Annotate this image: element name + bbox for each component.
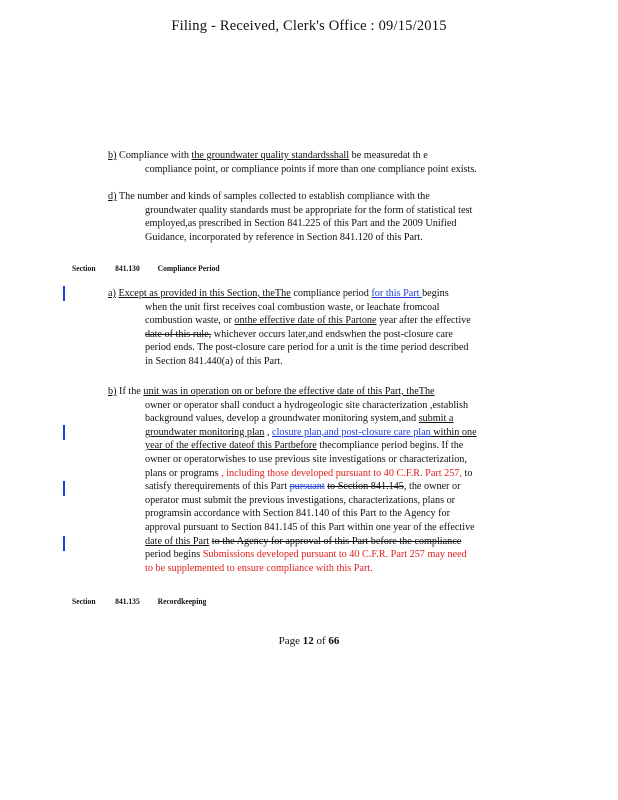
page-word: Page — [278, 635, 300, 647]
text-run: Guidance, incorporated by reference in Section 841.120 of this Part. — [145, 231, 423, 243]
text-line — [108, 548, 548, 562]
section-number: 841.135 — [115, 596, 140, 606]
section-label: Section — [72, 263, 96, 273]
text-run: plans or programs — [145, 467, 222, 479]
paragraph-d-samples — [108, 190, 548, 244]
text-line — [108, 467, 548, 481]
text-run: for this Part — [371, 288, 423, 299]
text-run: Submissions developed pursuant to 40 C.F.R. Part 257 may need — [202, 549, 467, 561]
revision-bar — [63, 286, 65, 301]
text-line — [108, 399, 548, 413]
text-run: to be supplemented to ensure compliance with this Part. — [145, 562, 373, 574]
text-run: period begins — [145, 549, 203, 561]
text-run: thecompliance period begins. If the — [316, 440, 464, 452]
paragraph-a-compliance-period — [108, 287, 548, 369]
text-run: year after the effective — [376, 315, 471, 327]
revision-bar — [63, 536, 65, 551]
text-run: year of the effective dateof this Partbefore — [145, 440, 317, 452]
text-run: owner or operatorwishes to use previous site investigations or characterization, — [145, 453, 467, 465]
text-line — [108, 507, 548, 521]
text-run: The number and kinds of samples collected to establish compliance with the — [118, 191, 430, 202]
text-run: unit was in operation on or before the effective date of this Part, theThe — [143, 386, 435, 397]
text-run: combustion waste, or — [145, 315, 235, 327]
text-run: , the owner or — [403, 481, 461, 493]
item-label: a) — [108, 288, 116, 299]
text-run: begins — [422, 288, 449, 299]
text-run: date of this rule, — [145, 328, 212, 340]
section-title: Recordkeeping — [157, 596, 207, 606]
text-run: Compliance with — [119, 150, 192, 161]
text-run: to the Agency for approval of this Part before the compliance — [211, 535, 462, 547]
text-line — [108, 385, 548, 399]
text-line — [108, 355, 548, 369]
section-title: Compliance Period — [157, 263, 220, 273]
text-line — [108, 149, 548, 163]
text-run: approval pursuant to Section 841.145 of this Part within one year of the effective — [145, 521, 475, 533]
text-run: be measuredat th e — [349, 150, 428, 161]
text-line — [108, 163, 548, 177]
text-run: in Section 841.440(a) of this Part. — [145, 355, 283, 367]
text-run: compliance period — [290, 288, 372, 299]
text-line — [108, 217, 548, 231]
text-line — [108, 453, 548, 467]
item-label: b) — [108, 150, 117, 161]
text-line — [108, 426, 548, 440]
text-run: groundwater quality standards must be appropriate for the form of statistical test — [145, 204, 473, 216]
text-run: date of this Part — [145, 535, 210, 547]
of-word: of — [316, 635, 326, 647]
revision-bar — [63, 425, 65, 440]
text-line — [108, 521, 548, 535]
text-run: to Section 841.145 — [327, 481, 404, 493]
text-run: If the — [119, 386, 144, 397]
text-line — [108, 480, 548, 494]
section-heading-841-130 — [72, 263, 220, 273]
text-line — [108, 439, 548, 453]
paragraph-b-compliance — [108, 149, 548, 176]
text-run: satisfy therequirements of this Part — [145, 481, 290, 493]
page-number: 12 — [302, 635, 314, 647]
text-line — [108, 231, 548, 245]
text-run: groundwater monitoring plan — [145, 426, 265, 438]
text-line — [108, 412, 548, 426]
section-number: 841.130 — [115, 263, 140, 273]
text-run: period ends. The post-closure care period for a unit is the time period described — [145, 342, 469, 354]
text-run: compliance point, or compliance points if more than one compliance point exists. — [145, 163, 477, 175]
text-run: submit a — [418, 413, 454, 425]
text-run: , — [264, 426, 273, 438]
text-line — [108, 341, 548, 355]
text-run: the groundwater quality standardsshall — [191, 150, 350, 161]
text-run: whichever occurs later,and endswhen the post-closure care — [211, 328, 453, 340]
text-line — [108, 301, 548, 315]
text-line — [108, 535, 548, 549]
text-run: owner or operator shall conduct a hydrogeologic site characterization ,establish — [145, 399, 469, 411]
text-line — [108, 287, 548, 301]
item-label: b) — [108, 386, 117, 397]
page-total: 66 — [328, 635, 340, 647]
revision-bar — [63, 481, 65, 496]
text-run: programsin accordance with Section 841.140 of this Part to the Agency for — [145, 508, 450, 520]
text-line — [108, 314, 548, 328]
text-run: Except as provided in this Section, theThe — [118, 288, 291, 299]
text-run: pursuant — [289, 481, 325, 493]
text-line — [108, 494, 548, 508]
section-label: Section — [72, 596, 96, 606]
text-run: onthe effective date of this Partone — [234, 315, 377, 327]
section-heading-841-135 — [72, 596, 206, 606]
text-run: to — [461, 467, 473, 479]
text-line — [108, 562, 548, 576]
text-line — [108, 204, 548, 218]
item-label: d) — [108, 191, 117, 202]
text-run: when the unit first receives coal combustion waste, or leachate fromcoal — [145, 301, 440, 313]
text-line — [108, 328, 548, 342]
text-run: operator must submit the previous investigations, characterizations, plans or — [145, 494, 456, 506]
text-run: , including those developed pursuant to 40 C.F.R. Part 257, — [221, 467, 462, 479]
filing-header: Filing - Received, Clerk's Office : 09/15/2015 — [171, 18, 447, 34]
text-run: within one — [430, 426, 477, 438]
text-run: employed,as prescribed in Section 841.225 of this Part and the 2009 Unified — [145, 218, 457, 230]
page-footer — [0, 635, 618, 647]
text-run: closure plan,and post-closure care plan — [272, 426, 431, 438]
paragraph-b-hydrogeologic — [108, 385, 548, 575]
text-run: background values, develop a groundwater monitoring system,and — [145, 413, 419, 425]
text-line — [108, 190, 548, 204]
